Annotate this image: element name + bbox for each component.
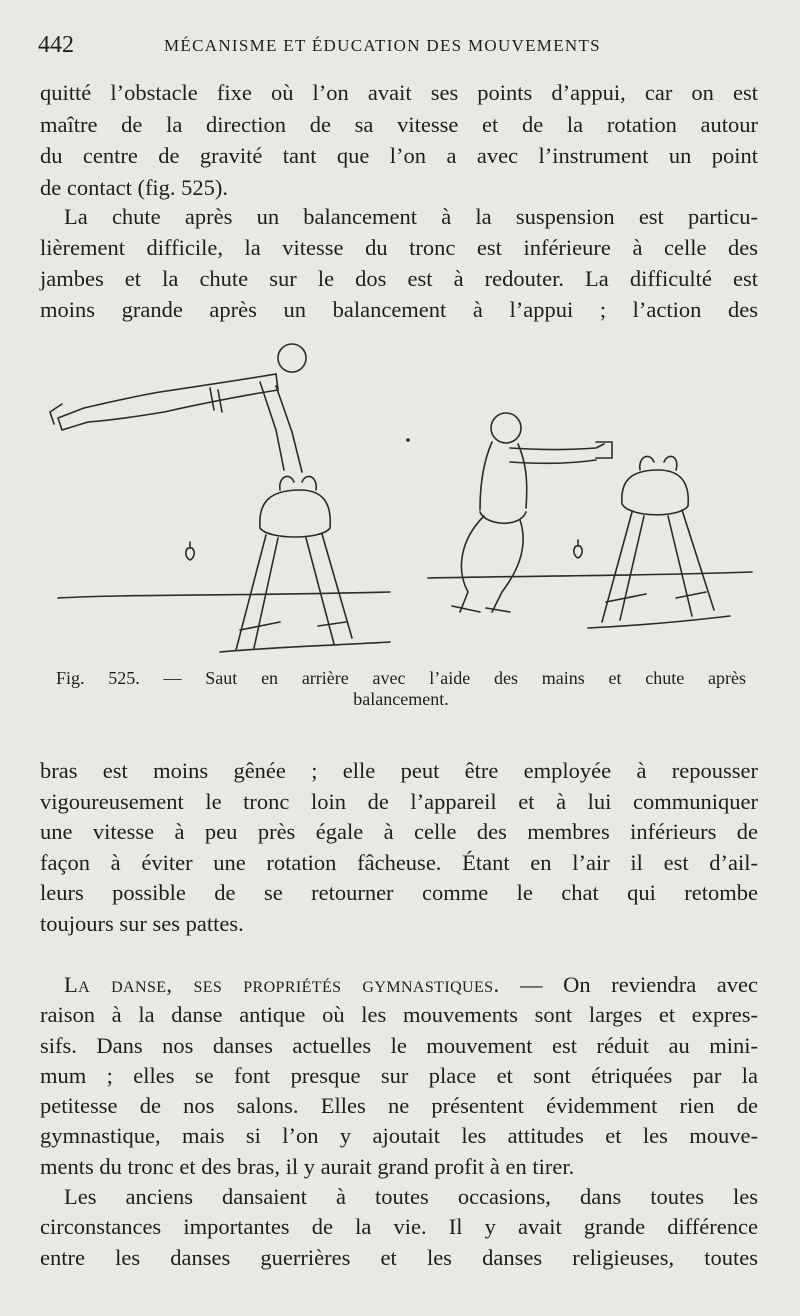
section-heading: La danse, ses propriétés gymnastiques.: [64, 972, 500, 997]
paragraph-5: [40, 1182, 758, 1273]
paragraph-3: [40, 756, 758, 940]
text-line: mum ; elles se font presque sur place et sont étriquées par la: [40, 1062, 758, 1088]
text-line: circonstances importantes de la vie. Il y avait grande différence: [40, 1214, 758, 1240]
text-line: raison à la danse antique où les mouvements sont larges et expres-: [40, 1002, 758, 1028]
running-head: [38, 32, 760, 60]
text-line: leurs possible de se retourner comme le chat qui retombe: [40, 880, 758, 906]
figure-caption: [56, 668, 746, 710]
text-line: ments du tronc et des bras, il y aurait grand profit à en tirer.: [40, 1153, 575, 1179]
caption-line: balancement.: [353, 689, 449, 709]
text-line: moins grande après un balancement à l’appui ; l’action des: [40, 297, 758, 322]
text-line: gymnastique, mais si l’on y ajoutait les attitudes et les mouve-: [40, 1123, 758, 1149]
text-line: du centre de gravité tant que l’on a avec l’instrument un point: [40, 143, 758, 168]
vaulting-horse-right-illustration: [588, 456, 730, 628]
text-line: Les anciens dansaient à toutes occasions, dans toutes les: [64, 1184, 758, 1209]
text-line: La chute après un balancement à la suspension est particu-: [64, 204, 758, 229]
text-line: sifs. Dans nos danses actuelles le mouvement est réduit au mini-: [40, 1032, 758, 1058]
text-line: quitté l’obstacle fixe où l’on avait ses points d’appui, car on est: [40, 80, 758, 105]
text-line: [40, 970, 758, 1000]
text-line: une vitesse à peu près égale à celle des membres inférieurs de: [40, 819, 758, 845]
page-number: 442: [38, 32, 74, 58]
marker-left: [186, 542, 194, 560]
paragraph-2: [40, 201, 758, 325]
marker-right: [574, 540, 582, 558]
text-line: jambes et la chute sur le dos est à redouter. La difficulté est: [40, 266, 758, 291]
figure-illustration: [40, 330, 760, 660]
caption-line: Fig. 525. — Saut en arrière avec l’aide des mains et chute après: [56, 668, 746, 688]
vaulting-horse-left-illustration: [220, 476, 390, 652]
figure-dot: [406, 438, 410, 442]
gymnast-landing-illustration: [452, 413, 612, 612]
text-line: façon à éviter une rotation fâcheuse. Étant en l’air il est d’ail-: [40, 849, 758, 875]
running-title: MÉCANISME ET ÉDUCATION DES MOUVEMENTS: [164, 36, 601, 55]
text-line: petitesse de nos salons. Elles ne présentent évidemment rien de: [40, 1093, 758, 1119]
text-line: entre les danses guerrières et les danses religieuses, toutes: [40, 1244, 758, 1270]
text-fragment: — On reviendra avec: [520, 972, 759, 997]
gymnast-vaulting-illustration: [50, 344, 306, 472]
text-line: maître de la direction de sa vitesse et de la rotation autour: [40, 111, 758, 137]
text-line: bras est moins gênée ; elle peut être employée à repousser: [40, 758, 758, 783]
text-line: toujours sur ses pattes.: [40, 910, 244, 936]
paragraph-4: [40, 970, 758, 1182]
paragraph-1: [40, 77, 758, 203]
text-line: vigoureusement le tronc loin de l’appareil et à lui communiquer: [40, 788, 758, 814]
text-line: de contact (fig. 525).: [40, 174, 229, 200]
text-line: lièrement difficile, la vitesse du tronc est inférieure à celle des: [40, 235, 758, 260]
